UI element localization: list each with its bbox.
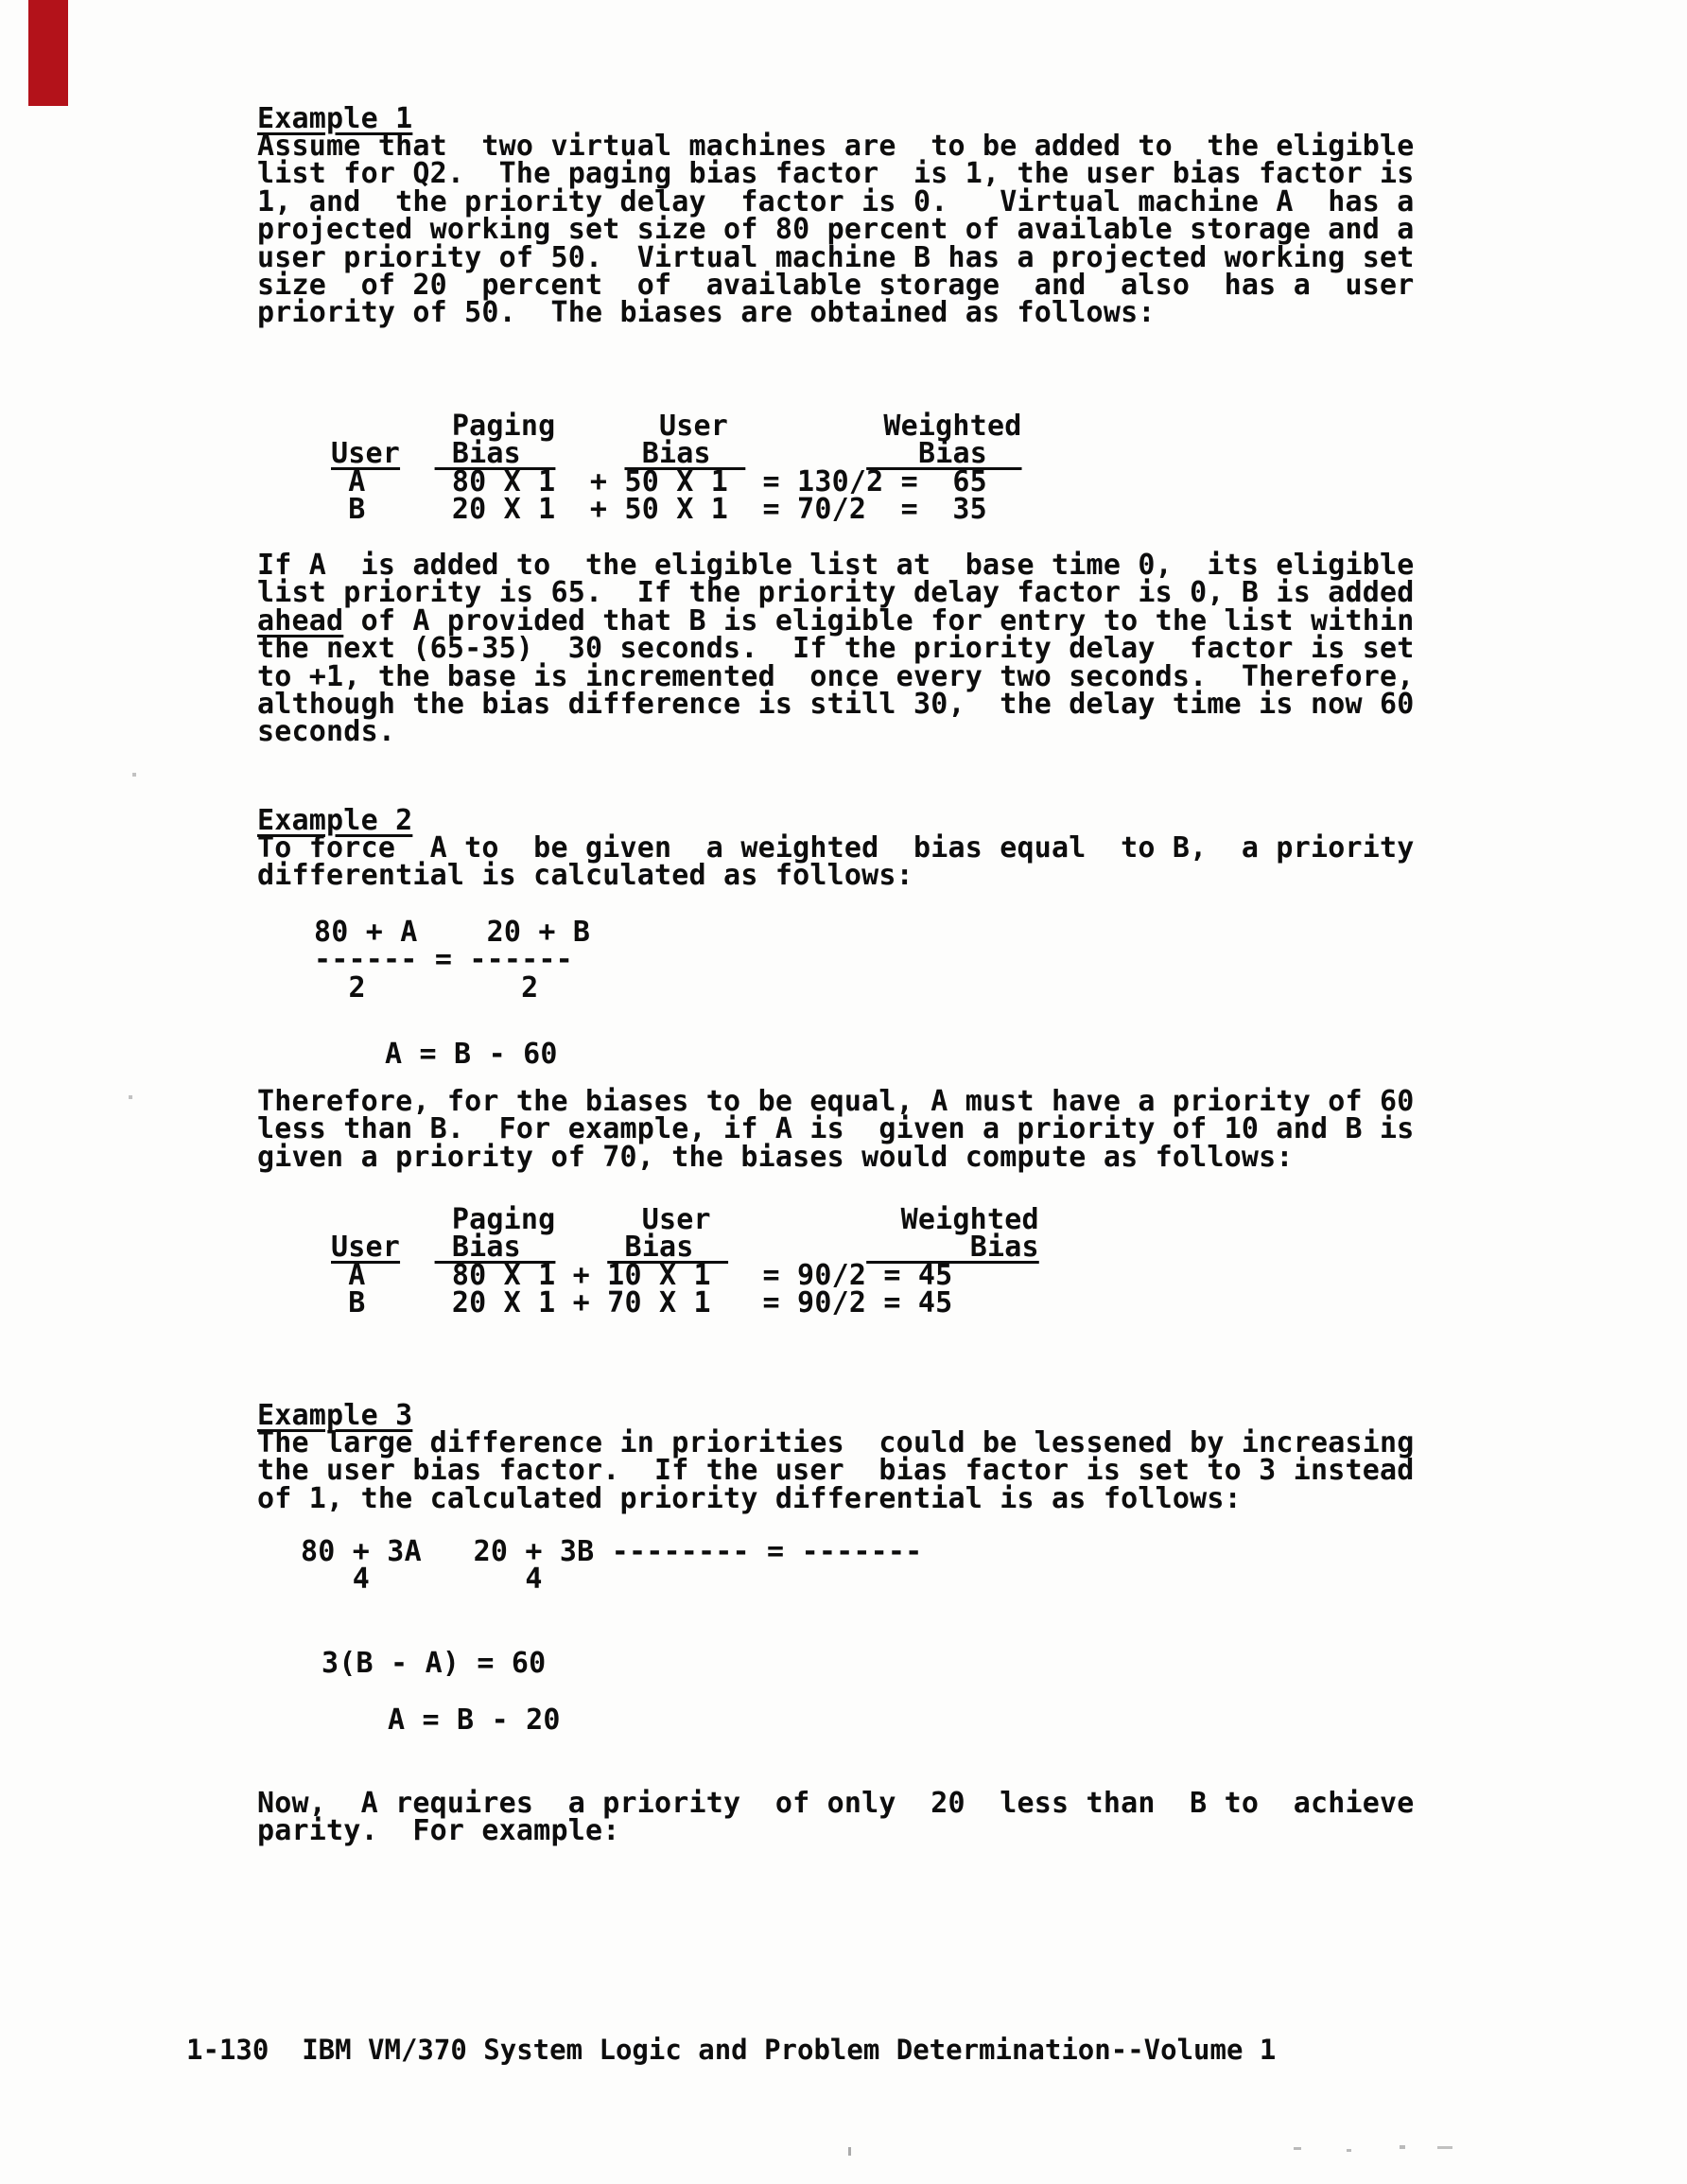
scan-speck <box>848 2147 851 2156</box>
red-edge-mark <box>28 0 68 106</box>
bias-table-1: Paging User Weighted User Bias Bias Bias A 80 X 1 + 50 X 1 = 130/2 = 65 B 20 X 1 + 50 X 1 = 70/2 = 35 <box>331 410 1022 527</box>
priority-differential-formula: 80 + A 20 + B ------ = ------ 2 2 <box>314 916 591 1005</box>
scan-speck <box>132 773 136 777</box>
scan-speck <box>1294 2147 1301 2150</box>
scan-speck <box>1347 2149 1351 2152</box>
example1-discussion: If A is added to the eligible list at base time 0, its eligible list priority is 65. If the priority delay factor is 0, B is added ahead of A provided that B is eligible for entry to the list within the next (65-35) 30 seconds. If the priority delay factor is set to +1, the base is incremented once every two seconds. Therefore, although the bias difference is still 30, the delay time is now 60 seconds. <box>257 549 1415 749</box>
scan-speck <box>129 1095 132 1099</box>
equation-3-b-minus-a: 3(B - A) = 60 <box>322 1647 547 1680</box>
bias-table-2: Paging User Weighted User Bias Bias Bias A 80 X 1 + 10 X 1 = 90/2 = 45 B 20 X 1 + 70 X 1 = 90/2 = 45 <box>331 1203 1039 1320</box>
example2-heading: Example 2 <box>257 804 413 837</box>
example3-formula: 80 + 3A 20 + 3B -------- = ------- 4 4 <box>301 1535 923 1597</box>
scan-speck <box>1437 2146 1452 2149</box>
example3-heading: Example 3 <box>257 1399 413 1432</box>
example3-paragraph: The large difference in priorities could be lessened by increasing the user bias factor. If the user bias factor is set to 3 instead of 1, the calculated priority differential is as follows: <box>257 1426 1415 1515</box>
equation-a-equals-b-minus-20: A = B - 20 <box>388 1704 561 1737</box>
example2-discussion: Therefore, for the biases to be equal, A must have a priority of 60 less than B. For example, if A is given a priority of 10 and B is given a priority of 70, the biases would compute as follows: <box>257 1085 1415 1174</box>
scan-speck <box>1400 2145 1405 2149</box>
equation-a-equals-b-minus-60: A = B - 60 <box>385 1038 558 1071</box>
page-footer: 1-130 IBM VM/370 System Logic and Problem Determination--Volume 1 <box>186 2034 1277 2066</box>
example2-paragraph: To force A to be given a weighted bias equal to B, a priority differential is calculated as follows: <box>257 831 1415 893</box>
example1-heading: Example 1 <box>257 102 413 135</box>
example3-discussion: Now, A requires a priority of only 20 less than B to achieve parity. For example: <box>257 1787 1415 1848</box>
example1-paragraph: Assume that two virtual machines are to be added to the eligible list for Q2. The paging bias factor is 1, the user bias factor is 1, and the priority delay factor is 0. Virtual machine A has a projected working set size of 80 percent of available storage and a user priority of 50. Virtual machine B has a projected working set size of 20 percent of available storage and also has a user priority of 50. The biases are obtained as follows: <box>257 130 1415 330</box>
